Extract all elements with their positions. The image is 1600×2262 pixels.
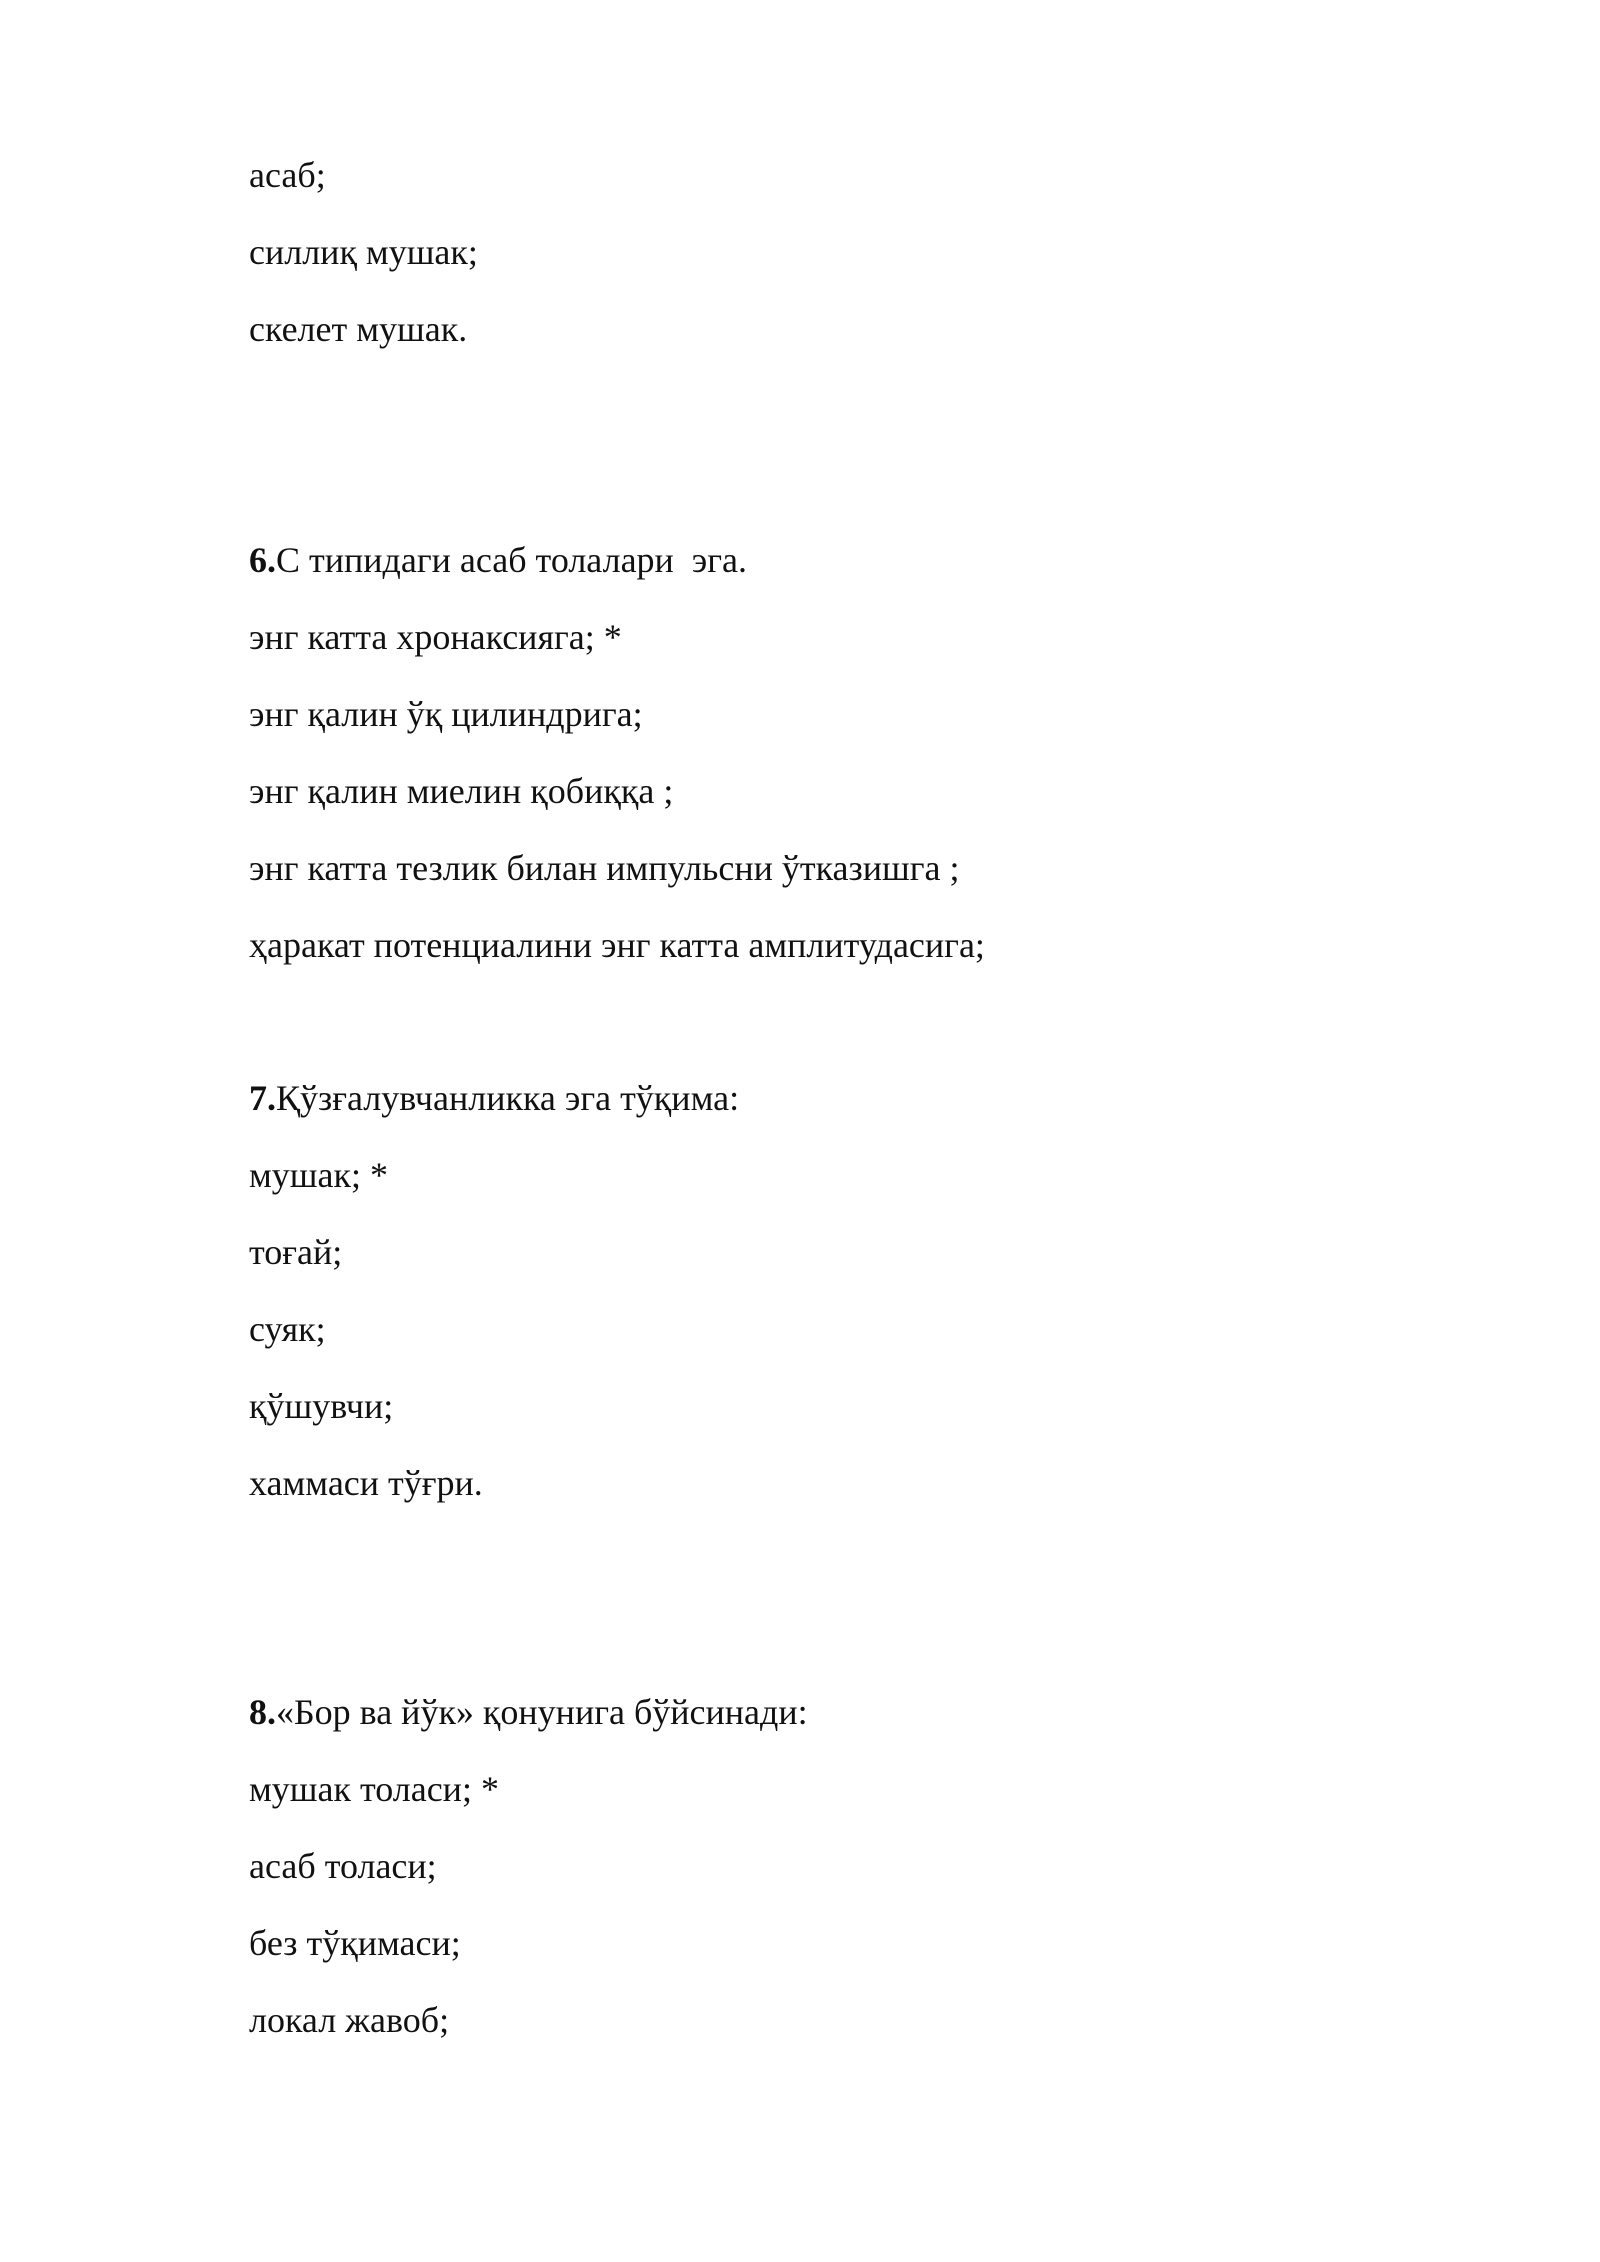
option-text: энг қалин миелин қобиққа ;	[249, 771, 674, 811]
option-text: хаммаси тўғри.	[249, 1463, 483, 1503]
option-text: скелет мушак.	[249, 309, 468, 349]
option-text: ҳаракат потенциалини энг катта амплитудасига;	[249, 925, 985, 965]
question-number: 7.	[249, 1078, 276, 1118]
option-text: мушак; *	[249, 1155, 388, 1195]
option-text: энг катта тезлик билан импульсни ўтказишга ;	[249, 848, 960, 888]
question-text: Қўзғалувчанликка эга тўқима:	[276, 1078, 740, 1118]
option-text: мушак толаси; *	[249, 1769, 499, 1809]
question-text: С типидаги асаб толалари эга.	[276, 540, 748, 580]
question-text: «Бор ва йўк» қонунига бўйсинади:	[276, 1692, 808, 1732]
question-number: 6.	[249, 540, 276, 580]
question-number: 8.	[249, 1692, 276, 1732]
option-text: суяк;	[249, 1309, 326, 1349]
option-text: асаб;	[249, 155, 326, 195]
option-text: қўшувчи;	[249, 1386, 394, 1426]
option-text: асаб толаси;	[249, 1846, 437, 1886]
question-6	[249, 538, 747, 582]
question-7	[249, 1076, 739, 1120]
option-text: энг қалин ўқ цилиндрига;	[249, 694, 643, 734]
option-text: тоғай;	[249, 1232, 343, 1272]
option-text: локал жавоб;	[249, 2000, 450, 2040]
option-text: энг катта хронаксияга; *	[249, 617, 622, 657]
option-text: силлиқ мушак;	[249, 232, 478, 272]
question-8	[249, 1690, 808, 1734]
option-text: без тўқимаси;	[249, 1923, 461, 1963]
